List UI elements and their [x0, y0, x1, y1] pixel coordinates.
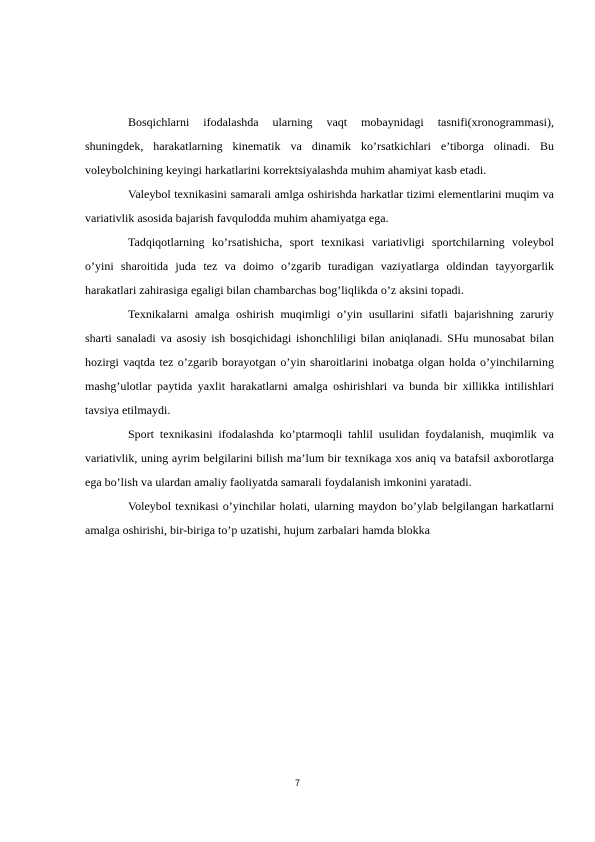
paragraph-6: Voleybol texnikasi o’yinchilar holati, ularning maydon bo’ylab belgilangan harkatlarni amalga oshirishi, bir-biriga to’p uzatishi, hujum zarbalari hamda blokka	[85, 499, 554, 537]
paragraph-2: Valeybol texnikasini samarali amlga oshirishda harkatlar tizimi elementlarini muqim va variativlik asosida bajarish favqulodda muhim ahamiyatga ega.	[85, 187, 554, 225]
paragraph-3: Tadqiqotlarning ko’rsatishicha, sport texnikasi variativligi sportchilarning voleybol o’yini sharoitida juda tez va doimo o’zgarib turadigan vaziyatlarga oldindan tayyorgarlik harakatlari zahirasiga egaligi bilan chambarchas bog’liqlikda o’z aksini topadi.	[85, 235, 554, 297]
page-number: 7	[294, 778, 300, 788]
paragraph-4: Texnikalarni amalga oshirish muqimligi o’yin usullarini sifatli bajarishning zaruriy sharti sanaladi va asosiy ish bosqichidagi ishonchliligi bilan aniqlanadi. SHu munosabat bilan hozirgi vaqtda tez o’zgarib borayotgan o’yin sharoitlarini inobatga olgan holda o’yinchilarning mashg’ulotlar paytida yaxlit harakatlarni amalga oshirishlari va bunda bir xillikka intilishlari tavsiya etilmaydi.	[85, 307, 554, 417]
body-text	[85, 110, 554, 542]
paragraph-5: Sport texnikasini ifodalashda ko’ptarmoqli tahlil usulidan foydalanish, muqimlik va variativlik, uning ayrim belgilarini bilish ma’lum bir texnikaga xos aniq va batafsil axborotlarga ega bo’lish va ulardan amaliy faoliyatda samarali foydalanish imkonini yaratadi.	[85, 427, 554, 489]
paragraph-1: Bosqichlarni ifodalashda ularning vaqt mobaynidagi tasnifi(xronogrammasi), shuningdek, harakatlarning kinematik va dinamik ko’rsatkichlari e’tiborga olinadi. Bu voleybolchining keyingi harkatlarini korrektsiyalashda muhim ahamiyat kasb etadi.	[85, 115, 554, 177]
